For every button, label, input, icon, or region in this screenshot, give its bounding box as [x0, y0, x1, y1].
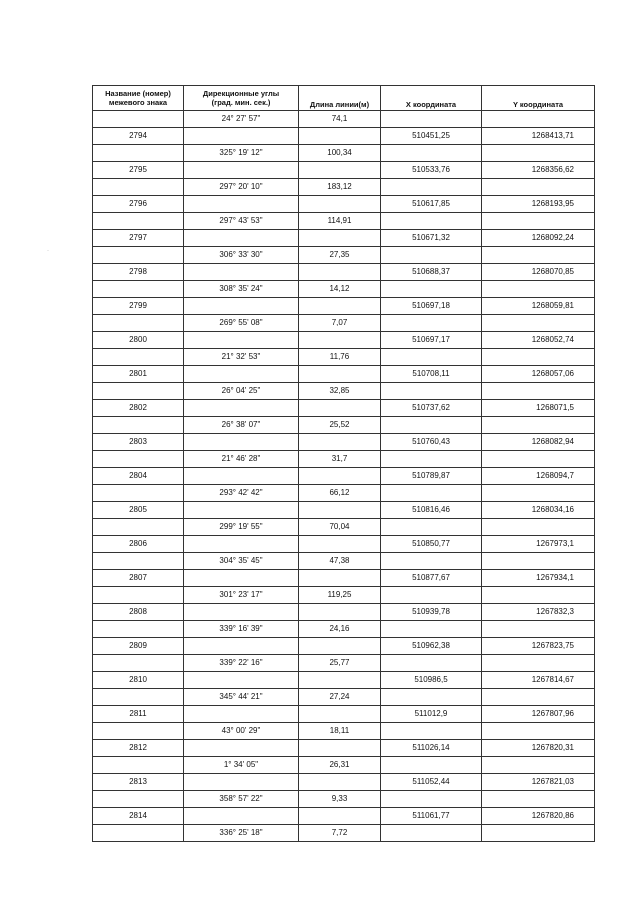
- line-length: 70,04: [299, 519, 381, 536]
- segment-row: [93, 315, 595, 332]
- direction-angle: 299° 19' 55": [184, 519, 299, 536]
- line-length: 119,25: [299, 587, 381, 604]
- line-length: 27,24: [299, 689, 381, 706]
- point-name: 2808: [93, 604, 184, 621]
- empty-cell: [184, 366, 299, 383]
- y-coordinate: 1267934,1: [482, 570, 595, 587]
- segment-row: [93, 145, 595, 162]
- point-name: 2798: [93, 264, 184, 281]
- point-name: 2803: [93, 434, 184, 451]
- segment-row: [93, 111, 595, 128]
- empty-cell: [184, 672, 299, 689]
- empty-cell: [482, 791, 595, 808]
- empty-cell: [93, 349, 184, 366]
- empty-cell: [184, 298, 299, 315]
- empty-cell: [381, 621, 482, 638]
- y-coordinate: 1267807,96: [482, 706, 595, 723]
- empty-cell: [93, 587, 184, 604]
- x-coordinate: 510708,11: [381, 366, 482, 383]
- segment-row: [93, 621, 595, 638]
- empty-cell: [299, 298, 381, 315]
- point-row: [93, 468, 595, 485]
- point-name: 2802: [93, 400, 184, 417]
- point-name: 2814: [93, 808, 184, 825]
- y-coordinate: 1268082,94: [482, 434, 595, 451]
- empty-cell: [381, 213, 482, 230]
- line-length: 183,12: [299, 179, 381, 196]
- x-coordinate: 511012,9: [381, 706, 482, 723]
- empty-cell: [184, 808, 299, 825]
- empty-cell: [381, 417, 482, 434]
- segment-row: [93, 655, 595, 672]
- point-name: 2807: [93, 570, 184, 587]
- boundary-points-table: [92, 85, 595, 842]
- empty-cell: [184, 332, 299, 349]
- line-length: 27,35: [299, 247, 381, 264]
- empty-cell: [381, 655, 482, 672]
- line-length: 32,85: [299, 383, 381, 400]
- line-length: 66,12: [299, 485, 381, 502]
- segment-row: [93, 383, 595, 400]
- header-point-name: Название (номер) межевого знака: [93, 86, 184, 111]
- empty-cell: [482, 757, 595, 774]
- empty-cell: [482, 723, 595, 740]
- empty-cell: [184, 468, 299, 485]
- point-row: [93, 502, 595, 519]
- direction-angle: 26° 38' 07": [184, 417, 299, 434]
- point-name: 2809: [93, 638, 184, 655]
- y-coordinate: 1267823,75: [482, 638, 595, 655]
- empty-cell: [184, 400, 299, 417]
- line-length: 25,77: [299, 655, 381, 672]
- point-row: [93, 128, 595, 145]
- x-coordinate: 510451,25: [381, 128, 482, 145]
- point-name: 2797: [93, 230, 184, 247]
- direction-angle: 358° 57' 22": [184, 791, 299, 808]
- x-coordinate: 510760,43: [381, 434, 482, 451]
- x-coordinate: 510671,32: [381, 230, 482, 247]
- empty-cell: [93, 621, 184, 638]
- point-row: [93, 434, 595, 451]
- empty-cell: [184, 706, 299, 723]
- empty-cell: [299, 162, 381, 179]
- point-row: [93, 298, 595, 315]
- y-coordinate: 1268413,71: [482, 128, 595, 145]
- segment-row: [93, 791, 595, 808]
- empty-cell: [93, 689, 184, 706]
- line-length: 14,12: [299, 281, 381, 298]
- point-row: [93, 570, 595, 587]
- point-row: [93, 604, 595, 621]
- empty-cell: [381, 757, 482, 774]
- direction-angle: 308° 35' 24": [184, 281, 299, 298]
- empty-cell: [184, 162, 299, 179]
- empty-cell: [381, 451, 482, 468]
- direction-angle: 336° 25' 18": [184, 825, 299, 842]
- segment-row: [93, 247, 595, 264]
- empty-cell: [93, 519, 184, 536]
- line-length: 7,07: [299, 315, 381, 332]
- point-name: 2804: [93, 468, 184, 485]
- empty-cell: [93, 383, 184, 400]
- point-name: 2811: [93, 706, 184, 723]
- empty-cell: [482, 417, 595, 434]
- line-length: 7,72: [299, 825, 381, 842]
- empty-cell: [184, 128, 299, 145]
- empty-cell: [184, 264, 299, 281]
- empty-cell: [299, 128, 381, 145]
- y-coordinate: 1267821,03: [482, 774, 595, 791]
- empty-cell: [381, 247, 482, 264]
- line-length: 26,31: [299, 757, 381, 774]
- point-name: 2796: [93, 196, 184, 213]
- empty-cell: [93, 417, 184, 434]
- empty-cell: [93, 213, 184, 230]
- line-length: 74,1: [299, 111, 381, 128]
- direction-angle: 325° 19' 12": [184, 145, 299, 162]
- empty-cell: [299, 808, 381, 825]
- empty-cell: [93, 757, 184, 774]
- direction-angle: 21° 32' 53": [184, 349, 299, 366]
- empty-cell: [299, 536, 381, 553]
- empty-cell: [482, 315, 595, 332]
- segment-row: [93, 723, 595, 740]
- empty-cell: [381, 553, 482, 570]
- empty-cell: [93, 247, 184, 264]
- direction-angle: 306° 33' 30": [184, 247, 299, 264]
- empty-cell: [184, 638, 299, 655]
- point-row: [93, 400, 595, 417]
- empty-cell: [381, 791, 482, 808]
- line-length: 9,33: [299, 791, 381, 808]
- direction-angle: 21° 46' 28": [184, 451, 299, 468]
- direction-angle: 269° 55' 08": [184, 315, 299, 332]
- x-coordinate: 511026,14: [381, 740, 482, 757]
- empty-cell: [381, 485, 482, 502]
- empty-cell: [482, 689, 595, 706]
- direction-angle: 1° 34' 05": [184, 757, 299, 774]
- empty-cell: [482, 383, 595, 400]
- empty-cell: [299, 230, 381, 247]
- segment-row: [93, 689, 595, 706]
- empty-cell: [381, 349, 482, 366]
- point-name: 2794: [93, 128, 184, 145]
- header-line-length: Длина линии(м): [299, 86, 381, 111]
- segment-row: [93, 281, 595, 298]
- point-row: [93, 230, 595, 247]
- empty-cell: [299, 468, 381, 485]
- x-coordinate: 511052,44: [381, 774, 482, 791]
- empty-cell: [93, 825, 184, 842]
- empty-cell: [482, 621, 595, 638]
- empty-cell: [381, 315, 482, 332]
- empty-cell: [299, 740, 381, 757]
- x-coordinate: 510986,5: [381, 672, 482, 689]
- empty-cell: [482, 485, 595, 502]
- empty-cell: [299, 638, 381, 655]
- point-name: 2810: [93, 672, 184, 689]
- line-length: 24,16: [299, 621, 381, 638]
- line-length: 18,11: [299, 723, 381, 740]
- empty-cell: [482, 179, 595, 196]
- empty-cell: [482, 519, 595, 536]
- direction-angle: 297° 20' 10": [184, 179, 299, 196]
- x-coordinate: 510617,85: [381, 196, 482, 213]
- empty-cell: [482, 553, 595, 570]
- empty-cell: [381, 587, 482, 604]
- segment-row: [93, 417, 595, 434]
- empty-cell: [299, 570, 381, 587]
- y-coordinate: 1268034,16: [482, 502, 595, 519]
- empty-cell: [184, 774, 299, 791]
- header-y-coordinate: Y координата: [482, 86, 595, 111]
- empty-cell: [93, 655, 184, 672]
- empty-cell: [93, 315, 184, 332]
- point-row: [93, 536, 595, 553]
- empty-cell: [381, 111, 482, 128]
- point-name: 2806: [93, 536, 184, 553]
- empty-cell: [381, 519, 482, 536]
- x-coordinate: 511061,77: [381, 808, 482, 825]
- point-row: [93, 808, 595, 825]
- direction-angle: 293° 42' 42": [184, 485, 299, 502]
- line-length: 114,91: [299, 213, 381, 230]
- empty-cell: [482, 111, 595, 128]
- line-length: 100,34: [299, 145, 381, 162]
- direction-angle: 339° 16' 39": [184, 621, 299, 638]
- empty-cell: [184, 230, 299, 247]
- line-length: 25,52: [299, 417, 381, 434]
- point-row: [93, 774, 595, 791]
- table-body: [93, 111, 595, 842]
- empty-cell: [184, 536, 299, 553]
- empty-cell: [381, 179, 482, 196]
- empty-cell: [299, 434, 381, 451]
- segment-row: [93, 825, 595, 842]
- point-row: [93, 162, 595, 179]
- x-coordinate: 510939,78: [381, 604, 482, 621]
- x-coordinate: 510877,67: [381, 570, 482, 587]
- header-direction-angle: Дирекционные углы (град. мин. сек.): [184, 86, 299, 111]
- empty-cell: [299, 332, 381, 349]
- boundary-table-wrapper: [92, 85, 595, 842]
- empty-cell: [93, 553, 184, 570]
- empty-cell: [299, 502, 381, 519]
- y-coordinate: 1267820,31: [482, 740, 595, 757]
- point-row: [93, 672, 595, 689]
- direction-angle: 43° 00' 29": [184, 723, 299, 740]
- point-name: 2795: [93, 162, 184, 179]
- segment-row: [93, 213, 595, 230]
- empty-cell: [299, 366, 381, 383]
- empty-cell: [482, 247, 595, 264]
- empty-cell: [482, 825, 595, 842]
- empty-cell: [184, 570, 299, 587]
- segment-row: [93, 451, 595, 468]
- empty-cell: [299, 706, 381, 723]
- empty-cell: [184, 740, 299, 757]
- point-name: 2801: [93, 366, 184, 383]
- x-coordinate: 510789,87: [381, 468, 482, 485]
- x-coordinate: 510850,77: [381, 536, 482, 553]
- empty-cell: [93, 451, 184, 468]
- y-coordinate: 1268092,24: [482, 230, 595, 247]
- y-coordinate: 1268059,81: [482, 298, 595, 315]
- y-coordinate: 1268356,62: [482, 162, 595, 179]
- y-coordinate: 1267832,3: [482, 604, 595, 621]
- y-coordinate: 1267973,1: [482, 536, 595, 553]
- empty-cell: [381, 383, 482, 400]
- point-row: [93, 706, 595, 723]
- empty-cell: [299, 264, 381, 281]
- x-coordinate: 510816,46: [381, 502, 482, 519]
- point-name: 2813: [93, 774, 184, 791]
- point-row: [93, 332, 595, 349]
- empty-cell: [381, 689, 482, 706]
- y-coordinate: 1268057,06: [482, 366, 595, 383]
- empty-cell: [299, 400, 381, 417]
- point-row: [93, 366, 595, 383]
- x-coordinate: 510962,38: [381, 638, 482, 655]
- empty-cell: [482, 349, 595, 366]
- y-coordinate: 1268052,74: [482, 332, 595, 349]
- y-coordinate: 1267820,86: [482, 808, 595, 825]
- empty-cell: [184, 604, 299, 621]
- direction-angle: 297° 43' 53": [184, 213, 299, 230]
- empty-cell: [184, 502, 299, 519]
- point-row: [93, 740, 595, 757]
- scan-speck: ·: [47, 248, 49, 254]
- point-name: 2800: [93, 332, 184, 349]
- line-length: 31,7: [299, 451, 381, 468]
- segment-row: [93, 179, 595, 196]
- empty-cell: [93, 485, 184, 502]
- empty-cell: [93, 791, 184, 808]
- direction-angle: 339° 22' 16": [184, 655, 299, 672]
- empty-cell: [299, 774, 381, 791]
- direction-angle: 301° 23' 17": [184, 587, 299, 604]
- y-coordinate: 1268071,5: [482, 400, 595, 417]
- y-coordinate: 1268070,85: [482, 264, 595, 281]
- empty-cell: [381, 825, 482, 842]
- direction-angle: 304° 35' 45": [184, 553, 299, 570]
- segment-row: [93, 519, 595, 536]
- direction-angle: 24° 27' 57": [184, 111, 299, 128]
- empty-cell: [184, 434, 299, 451]
- x-coordinate: 510697,17: [381, 332, 482, 349]
- empty-cell: [482, 451, 595, 468]
- empty-cell: [93, 281, 184, 298]
- point-name: 2805: [93, 502, 184, 519]
- empty-cell: [93, 179, 184, 196]
- line-length: 11,76: [299, 349, 381, 366]
- x-coordinate: 510737,62: [381, 400, 482, 417]
- segment-row: [93, 349, 595, 366]
- point-name: 2812: [93, 740, 184, 757]
- segment-row: [93, 485, 595, 502]
- x-coordinate: 510533,76: [381, 162, 482, 179]
- empty-cell: [482, 587, 595, 604]
- segment-row: [93, 587, 595, 604]
- y-coordinate: 1268094,7: [482, 468, 595, 485]
- empty-cell: [381, 145, 482, 162]
- empty-cell: [93, 145, 184, 162]
- empty-cell: [299, 604, 381, 621]
- y-coordinate: 1267814,67: [482, 672, 595, 689]
- y-coordinate: 1268193,95: [482, 196, 595, 213]
- empty-cell: [184, 196, 299, 213]
- line-length: 47,38: [299, 553, 381, 570]
- empty-cell: [93, 723, 184, 740]
- empty-cell: [299, 672, 381, 689]
- segment-row: [93, 553, 595, 570]
- point-name: 2799: [93, 298, 184, 315]
- empty-cell: [482, 281, 595, 298]
- empty-cell: [482, 655, 595, 672]
- empty-cell: [482, 213, 595, 230]
- point-row: [93, 638, 595, 655]
- x-coordinate: 510688,37: [381, 264, 482, 281]
- point-row: [93, 264, 595, 281]
- empty-cell: [299, 196, 381, 213]
- point-row: [93, 196, 595, 213]
- empty-cell: [381, 723, 482, 740]
- empty-cell: [482, 145, 595, 162]
- x-coordinate: 510697,18: [381, 298, 482, 315]
- empty-cell: [93, 111, 184, 128]
- segment-row: [93, 757, 595, 774]
- direction-angle: 26° 04' 25": [184, 383, 299, 400]
- table-header-row: [93, 86, 595, 111]
- header-x-coordinate: X координата: [381, 86, 482, 111]
- direction-angle: 345° 44' 21": [184, 689, 299, 706]
- empty-cell: [381, 281, 482, 298]
